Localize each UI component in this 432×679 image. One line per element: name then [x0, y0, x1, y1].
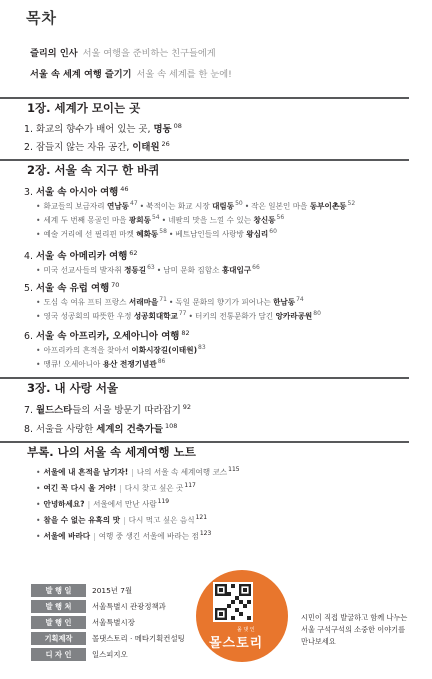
page-number: 77 [178, 310, 187, 317]
sub-item-text: 네팔의 맛을 느낄 수 있는 [168, 215, 254, 225]
sub-item-place: 광희동 [128, 215, 151, 225]
chapter-2-title[interactable]: 2장. 서울 속 지구 한 바퀴 [27, 163, 160, 177]
divider: | [87, 499, 91, 509]
toc-item-8[interactable] [24, 421, 177, 435]
item-text: 서울 속 아시아 여행 [35, 187, 119, 198]
separator: • [168, 229, 174, 239]
sub-item-text: 북적이는 화교 시장 [146, 201, 213, 211]
sub-item-place: 왕십리 [246, 229, 269, 239]
page-number: 92 [182, 402, 192, 411]
separator: • [139, 201, 145, 211]
divider: | [93, 531, 96, 541]
sub-item-text: 독일 문화의 향기가 피어나는 [175, 297, 274, 307]
item-number: 8. [24, 424, 33, 435]
page-number: 62 [129, 248, 138, 257]
sub-item-line[interactable] [36, 296, 304, 308]
bullet-icon: • [36, 515, 41, 525]
sub-item-place: 연남동 [107, 201, 130, 211]
sub-item-line[interactable] [36, 214, 284, 226]
bullet-icon: • [36, 499, 41, 509]
intro-greeting[interactable] [30, 45, 216, 59]
chapter-3 [27, 380, 409, 399]
bullet-icon: • [36, 265, 41, 275]
item-number: 1. [24, 124, 33, 135]
page-number: 117 [184, 482, 196, 489]
sub-item-text: 세계 두 번째 몽골인 마을 [43, 215, 129, 225]
sub-item-text: 베트남인들의 사랑방 [175, 229, 247, 239]
sub-item-line[interactable] [36, 358, 165, 370]
bullet-icon: • [36, 359, 41, 369]
sub-item-place: 동부이촌동 [309, 201, 347, 211]
page-number: 121 [195, 514, 208, 521]
item-number: 7. [24, 405, 33, 416]
qr-code-icon[interactable] [213, 582, 253, 622]
colophon-value: 서울특별시 관광정책과 [92, 602, 166, 611]
item-text: 잠들지 않는 자유 공간, [35, 142, 133, 153]
colophon-label: 발 행 처 [31, 600, 86, 613]
colophon [31, 583, 185, 663]
intro-greeting-title: 즐리의 인사 [30, 48, 78, 59]
sub-item-text: 아프리카의 흔적을 찾아서 [43, 345, 132, 355]
colophon-label: 발 행 일 [31, 584, 86, 597]
page-number: 123 [199, 530, 212, 537]
page-number: 71 [159, 296, 167, 303]
appendix-item-desc: 여행 중 생긴 서울에 바라는 점 [98, 531, 199, 541]
appendix-item-desc: 다시 먹고 싶은 음식 [128, 515, 195, 525]
intro-enjoy-desc: 서울 속 세계를 한 눈에! [136, 69, 232, 80]
page-number: 26 [161, 139, 170, 148]
colophon-value: 몰댓스토리 · 메타기획컨설팅 [92, 634, 185, 643]
item-text: 서울 속 아프리카, 오세아니아 여행 [35, 331, 180, 342]
colophon-row [31, 583, 185, 598]
sub-item-text: 미국 선교사들의 발자취 [43, 265, 125, 275]
page-number: 52 [347, 200, 356, 207]
appendix-item[interactable] [36, 514, 207, 526]
page-number: 86 [157, 358, 166, 365]
chapter-1 [27, 100, 409, 119]
appendix-rule [0, 441, 409, 443]
logo-text: 몰스토리 [209, 636, 264, 651]
item-text: 서울을 사랑한 [35, 424, 97, 435]
bullet-icon: • [36, 467, 41, 477]
appendix-item-title: 참을 수 없는 유혹의 맛 [43, 515, 121, 525]
separator: • [161, 215, 167, 225]
intro-enjoy[interactable] [30, 66, 232, 80]
sub-item-place: 서래마을 [128, 297, 159, 307]
sub-item-text: 남미 문화 집합소 [163, 265, 222, 275]
appendix-item-title: 여긴 꼭 다시 올 거야! [43, 483, 117, 493]
promo-line: 서울 구석구석의 소중한 이야기를 [301, 625, 406, 634]
toc-item-1[interactable] [24, 121, 182, 135]
divider: | [119, 483, 122, 493]
colophon-value: 2015년 7월 [92, 586, 133, 595]
toc-item-6[interactable] [24, 328, 190, 342]
intro-greeting-desc: 서울 여행을 준비하는 친구들에게 [82, 48, 216, 59]
colophon-label: 기획제작 [31, 632, 86, 645]
logo-subtext: 몰 댓 인 [237, 627, 255, 633]
toc-title: 목차 [26, 9, 57, 27]
appendix-item-title: 서울에 바라다 [43, 531, 91, 541]
intro-enjoy-title: 서울 속 세계 여행 즐기기 [30, 69, 132, 80]
bullet-icon: • [36, 297, 41, 307]
sub-item-line[interactable] [36, 228, 277, 240]
divider: | [131, 467, 134, 477]
item-number: 6. [24, 331, 33, 342]
item-number: 5. [24, 283, 33, 294]
sub-item-text: 작은 일본인 마을 [251, 201, 310, 211]
sub-item-text: 터키의 전통문화가 담긴 [194, 311, 276, 321]
sub-item-text: 예술 거리에 선 필리핀 마켓 [43, 229, 137, 239]
item-text: 서울 속 아메리카 여행 [35, 251, 128, 262]
page-number: 56 [276, 214, 285, 221]
toc-item-7[interactable] [24, 402, 191, 416]
appendix-title[interactable]: 부록. 나의 서울 속 세계여행 노트 [27, 445, 196, 459]
sub-item-line[interactable] [36, 200, 355, 212]
colophon-row [31, 647, 185, 662]
bullet-icon: • [36, 215, 41, 225]
page-number: 50 [235, 200, 243, 207]
colophon-row [31, 631, 185, 646]
bullet-icon: • [36, 345, 41, 355]
separator: • [156, 265, 162, 275]
sub-item-place: 용산 전쟁기념관 [102, 359, 157, 369]
separator: • [168, 297, 174, 307]
appendix-item-desc: 서울에서 만난 사람 [93, 499, 157, 509]
page-number: 66 [252, 264, 260, 271]
item-text: 화교의 향수가 배어 있는 곳, [35, 124, 154, 135]
chapter-3-rule [0, 377, 409, 379]
promo-line: 시민이 직접 발굴하고 함께 나누는 [301, 613, 408, 622]
page-number: 80 [313, 310, 321, 317]
bullet-icon: • [36, 531, 41, 541]
sub-item-place: 창신동 [253, 215, 276, 225]
sub-item-line[interactable] [36, 264, 260, 276]
item-number: 2. [24, 142, 33, 153]
colophon-row [31, 615, 185, 630]
item-place: 세계의 건축가들 [96, 424, 163, 435]
item-number: 3. [24, 187, 33, 198]
appendix-item[interactable] [36, 498, 169, 510]
colophon-row [31, 599, 185, 614]
promo-text [301, 612, 407, 648]
toc-item-3[interactable] [24, 184, 128, 198]
sub-item-text: 화교들의 보금자리 [43, 201, 107, 211]
separator: • [188, 311, 193, 321]
bullet-icon: • [36, 229, 41, 239]
sub-item-place: 성공회대학교 [133, 311, 178, 321]
bullet-icon: • [36, 201, 41, 211]
separator: • [244, 201, 250, 211]
divider: | [123, 515, 126, 525]
page-number: 115 [228, 466, 240, 473]
sub-item-place: 한남동 [273, 297, 296, 307]
toc-item-4[interactable] [24, 248, 138, 262]
item-place: 월드스타 [35, 405, 73, 416]
page-number: 47 [130, 200, 138, 207]
toc-item-2[interactable] [24, 139, 170, 153]
page-number: 54 [151, 214, 160, 221]
page-number: 119 [157, 498, 170, 505]
appendix-item[interactable] [36, 482, 196, 494]
bullet-icon: • [36, 311, 41, 321]
appendix-item[interactable] [36, 466, 240, 478]
page-number: 63 [147, 264, 155, 271]
sub-item-text: 영국 성공회의 따뜻한 우정 [43, 311, 134, 321]
page-number: 46 [120, 184, 129, 193]
item-text: 서울 속 유럽 여행 [35, 283, 110, 294]
sub-item-line[interactable] [36, 310, 321, 322]
chapter-1-rule [0, 97, 409, 99]
sub-item-place: 홍대입구 [221, 265, 252, 275]
item-text: 들의 서울 방문기 따라잡기 [72, 405, 181, 416]
sub-item-place: 대림동 [212, 201, 235, 211]
page-number: 74 [296, 296, 304, 303]
sub-item-text: 땡큐! 오세아니아 [43, 359, 103, 369]
sub-item-place: 앙카라공원 [275, 311, 313, 321]
page-number: 70 [111, 280, 120, 289]
page-number: 08 [173, 121, 182, 130]
colophon-label: 디 자 인 [31, 648, 86, 661]
appendix [27, 444, 409, 463]
page-number: 82 [181, 328, 190, 337]
bullet-icon: • [36, 483, 41, 493]
page-number: 108 [164, 421, 178, 430]
appendix-item-title: 안녕하세요? [43, 499, 85, 509]
sub-item-place: 이화시장길(이태원) [131, 345, 198, 355]
colophon-value: 서울특별시장 [92, 618, 135, 627]
sub-item-text: 도심 속 여유 프티 프랑스 [43, 297, 129, 307]
chapter-2-rule [0, 159, 409, 161]
appendix-item-desc: 다시 찾고 싶은 곳 [124, 483, 184, 493]
appendix-item-title: 서울에 내 흔적을 남기자! [43, 467, 129, 477]
item-place: 이태원 [132, 142, 160, 153]
toc-item-5[interactable] [24, 280, 119, 294]
sub-item-place: 혜화동 [136, 229, 159, 239]
item-number: 4. [24, 251, 33, 262]
page-number: 60 [269, 228, 277, 235]
colophon-value: 일스피지오 [92, 650, 128, 659]
colophon-label: 발 행 인 [31, 616, 86, 629]
sub-item-place: 정동길 [124, 265, 147, 275]
chapter-2 [27, 162, 409, 181]
chapter-3-title[interactable]: 3장. 내 사랑 서울 [27, 381, 119, 395]
page-number: 58 [159, 228, 167, 235]
promo-line: 만나보세요 [301, 637, 336, 646]
item-place: 명동 [153, 124, 172, 135]
appendix-item-desc: 나의 서울 속 세계여행 코스 [136, 467, 228, 477]
appendix-item[interactable] [36, 530, 211, 542]
sub-item-line[interactable] [36, 344, 206, 356]
page-number: 83 [198, 344, 206, 351]
chapter-1-title[interactable]: 1장. 세계가 모이는 곳 [27, 101, 141, 115]
